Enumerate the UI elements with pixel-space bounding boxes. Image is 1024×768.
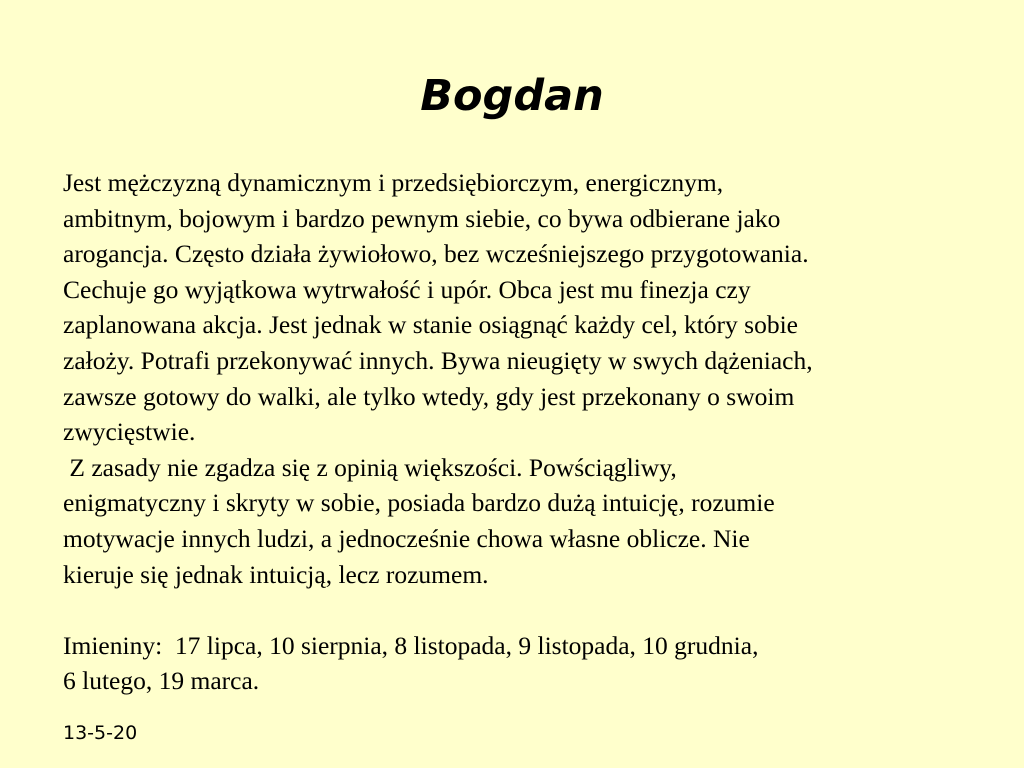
paragraph-spacer [63, 592, 993, 628]
slide-body [63, 165, 993, 699]
description-line: zaplanowana akcja. Jest jednak w stanie osiągnąć każdy cel, który sobie [63, 310, 798, 340]
description-line: ambitnym, bojowym i bardzo pewnym siebie, co bywa odbierane jako [63, 203, 781, 233]
description-line: enigmatyczny i skryty w sobie, posiada bardzo dużą intuicję, rozumie [63, 488, 775, 518]
description-line: Z zasady nie zgadza się z opinią większości. Powściągliwy, [63, 452, 677, 482]
description-line: Jest mężczyzną dynamicznym i przedsiębiorczym, energicznym, [63, 168, 724, 197]
nameday-line: 6 lutego, 19 marca. [63, 666, 260, 696]
description-line: zawsze gotowy do walki, ale tylko wtedy, gdy jest przekonany o swoim [63, 381, 795, 411]
slide-date: 13-5-20 [63, 722, 138, 744]
description-paragraph [63, 165, 993, 592]
description-line: Cechuje go wyjątkowa wytrwałość i upór. Obca jest mu finezja czy [63, 274, 751, 304]
nameday-paragraph [63, 628, 993, 699]
description-line: motywacje innych ludzi, a jednocześnie chowa własne oblicze. Nie [63, 523, 750, 553]
description-line: kieruje się jednak intuicją, lecz rozumem. [63, 559, 489, 589]
description-line: zwycięstwie. [63, 417, 196, 447]
slide-title: Bogdan [420, 71, 604, 121]
nameday-line: Imieniny: 17 lipca, 10 sierpnia, 8 listopada, 9 listopada, 10 grudnia, [63, 630, 759, 660]
description-line: założy. Potrafi przekonywać innych. Bywa nieugięty w swych dążeniach, [63, 345, 813, 375]
description-line: arogancja. Często działa żywiołowo, bez wcześniejszego przygotowania. [63, 239, 809, 269]
